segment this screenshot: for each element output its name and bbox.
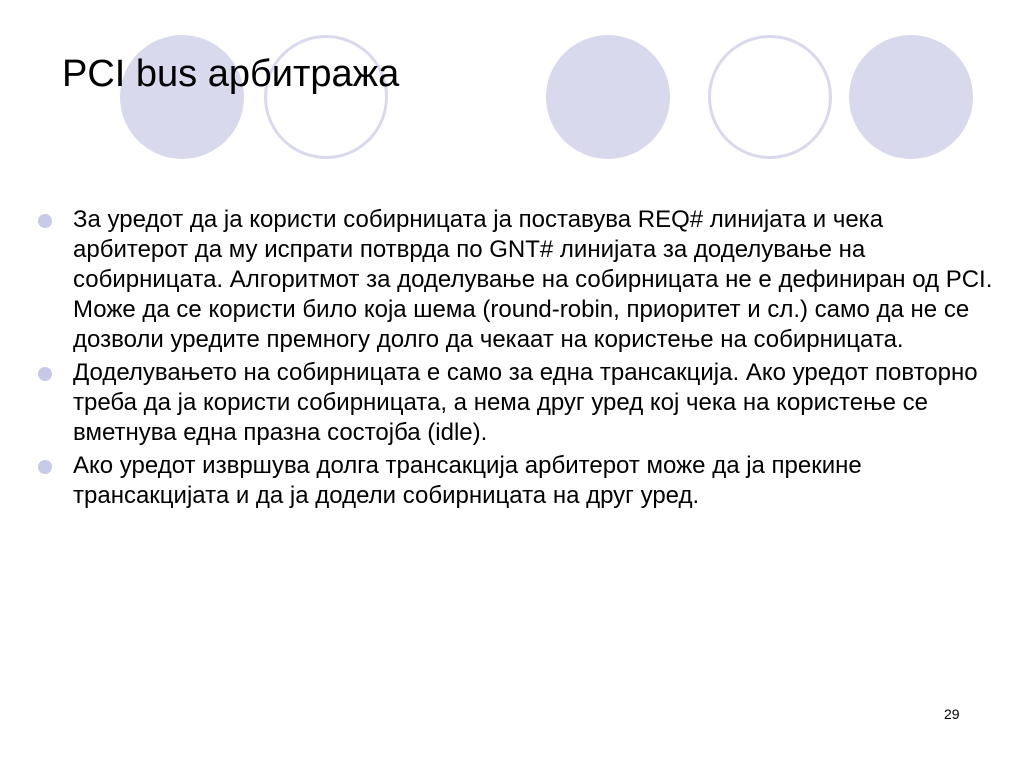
- decorative-circle-outline: [708, 35, 832, 159]
- bullet-dot-icon: [38, 460, 52, 474]
- bullet-item: [36, 205, 996, 355]
- bullet-dot-icon: [38, 214, 52, 228]
- bullet-text: Доделувањето на собирницата е само за една трансакција. Ако уредот повторно треба да ја користи собирницата, а нема друг уред кој чека на користење се вметнува една празна состојба (idle).: [73, 359, 978, 446]
- decorative-circle-filled: [849, 35, 973, 159]
- bullet-list: [36, 205, 996, 514]
- bullet-item: [36, 451, 996, 511]
- page-number: 29: [944, 706, 960, 722]
- decorative-circle-filled: [546, 35, 670, 159]
- bullet-item: [36, 358, 996, 448]
- bullet-dot-icon: [38, 367, 52, 381]
- slide-title: PCI bus арбитража: [62, 53, 400, 95]
- bullet-text: Ако уредот извршува долга трансакција арбитерот може да ја прекине трансакцијата и да ја додели собирницата на друг уред.: [73, 452, 862, 509]
- bullet-text: За уредот да ја користи собирницата ја поставува REQ# линијата и чека арбитерот да му испрати потврда по GNT# линијата за доделување на собирницата. Алгоритмот за доделување на собирницата не е дефиниран од PCI. Може да се користи било која шема (round-robin, приоритет и сл.) само да не се дозволи уредите премногу долго да чекаат на користење на собирницата.: [73, 206, 993, 353]
